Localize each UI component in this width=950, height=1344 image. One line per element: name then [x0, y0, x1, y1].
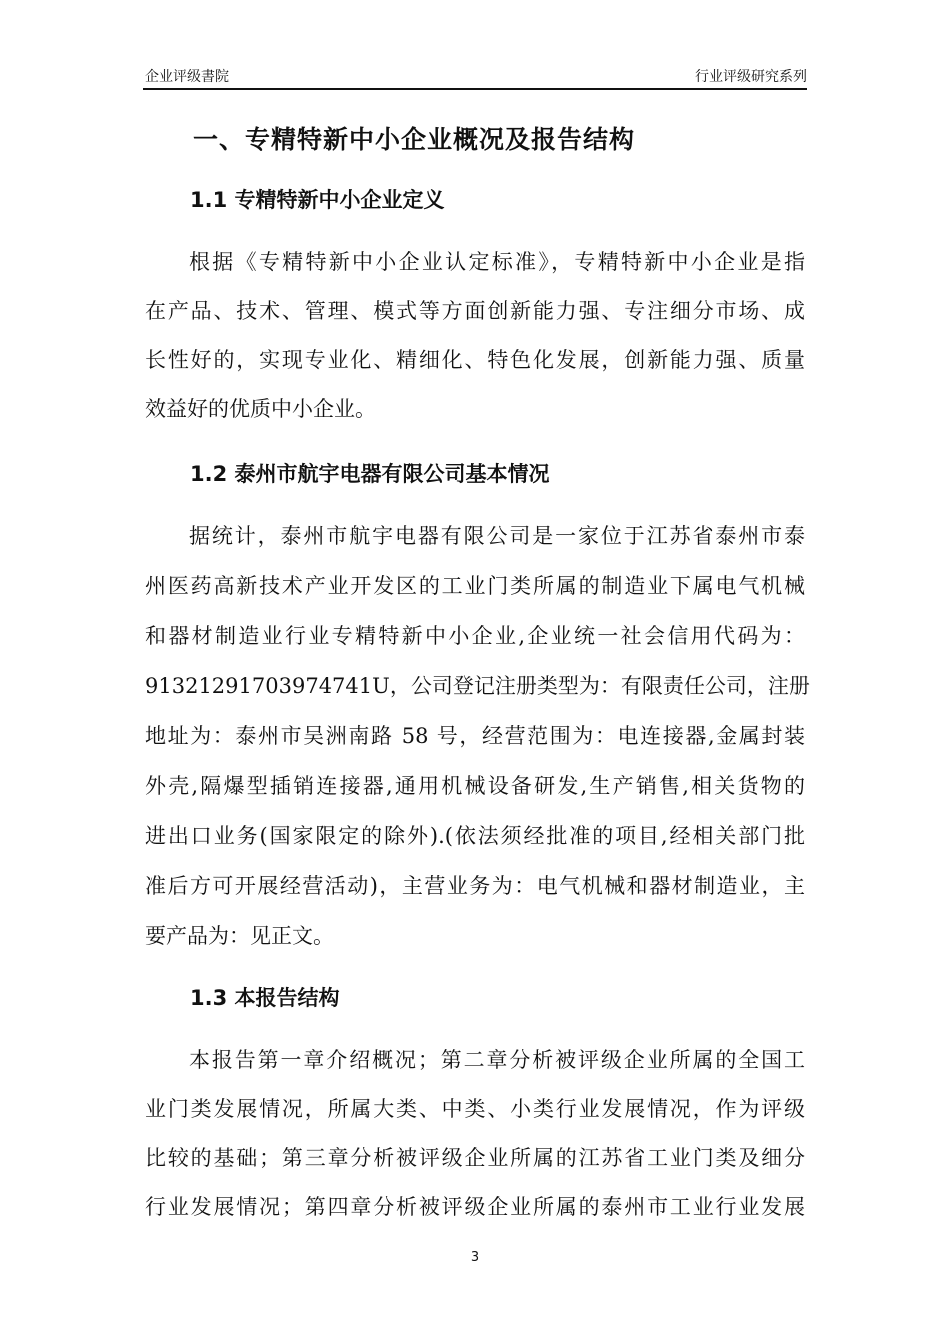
text-line: 州医药高新技术产业开发区的工业门类所属的制造业下属电气机械: [145, 574, 805, 598]
text-line: 要产品为：见正文。: [145, 924, 334, 948]
section-heading-1-3: 1.3 本报告结构: [190, 986, 340, 1010]
section-1-3-paragraph: [145, 1036, 805, 1232]
text-line: 进出口业务(国家限定的除外).(依法须经批准的项目,经相关部门批: [145, 824, 805, 848]
section-1-2-paragraph: [145, 512, 810, 962]
chapter-title: 一、专精特新中小企业概况及报告结构: [193, 125, 636, 154]
text-line: 本报告第一章介绍概况；第二章分析被评级企业所属的全国工: [189, 1048, 805, 1072]
text-line: 比较的基础；第三章分析被评级企业所属的江苏省工业门类及细分: [145, 1146, 805, 1170]
section-heading-1-2: 1.2 泰州市航宇电器有限公司基本情况: [190, 462, 550, 486]
text-line: 外壳,隔爆型插销连接器,通用机械设备研发,生产销售,相关货物的: [145, 774, 805, 798]
text-line: 91321291703974741U，公司登记注册类型为：有限责任公司，注册: [145, 674, 810, 698]
text-line: 和器材制造业行业专精特新中小企业,企业统一社会信用代码为：: [145, 624, 805, 648]
text-line: 行业发展情况；第四章分析被评级企业所属的泰州市工业行业发展: [145, 1195, 805, 1219]
header-rule: [143, 88, 807, 90]
text-line: 效益好的优质中小企业。: [145, 397, 376, 421]
section-heading-1-1: 1.1 专精特新中小企业定义: [190, 188, 445, 212]
text-line: 业门类发展情况，所属大类、中类、小类行业发展情况，作为评级: [145, 1097, 805, 1121]
section-1-1-paragraph: [145, 238, 805, 434]
text-line: 准后方可开展经营活动)，主营业务为：电气机械和器材制造业，主: [145, 874, 805, 898]
text-line: 在产品、技术、管理、模式等方面创新能力强、专注细分市场、成: [145, 299, 805, 323]
text-line: 据统计，泰州市航宇电器有限公司是一家位于江苏省泰州市泰: [189, 524, 805, 548]
header-right: 行业评级研究系列: [695, 69, 807, 85]
text-line: 根据《专精特新中小企业认定标准》，专精特新中小企业是指: [189, 250, 805, 274]
text-line: 长性好的，实现专业化、精细化、特色化发展，创新能力强、质量: [145, 348, 805, 372]
page-number: 3: [470, 1250, 480, 1265]
text-line: 地址为：泰州市吴洲南路 58 号，经营范围为：电连接器,金属封装: [145, 724, 805, 748]
header-left: 企业评级書院: [145, 69, 229, 85]
